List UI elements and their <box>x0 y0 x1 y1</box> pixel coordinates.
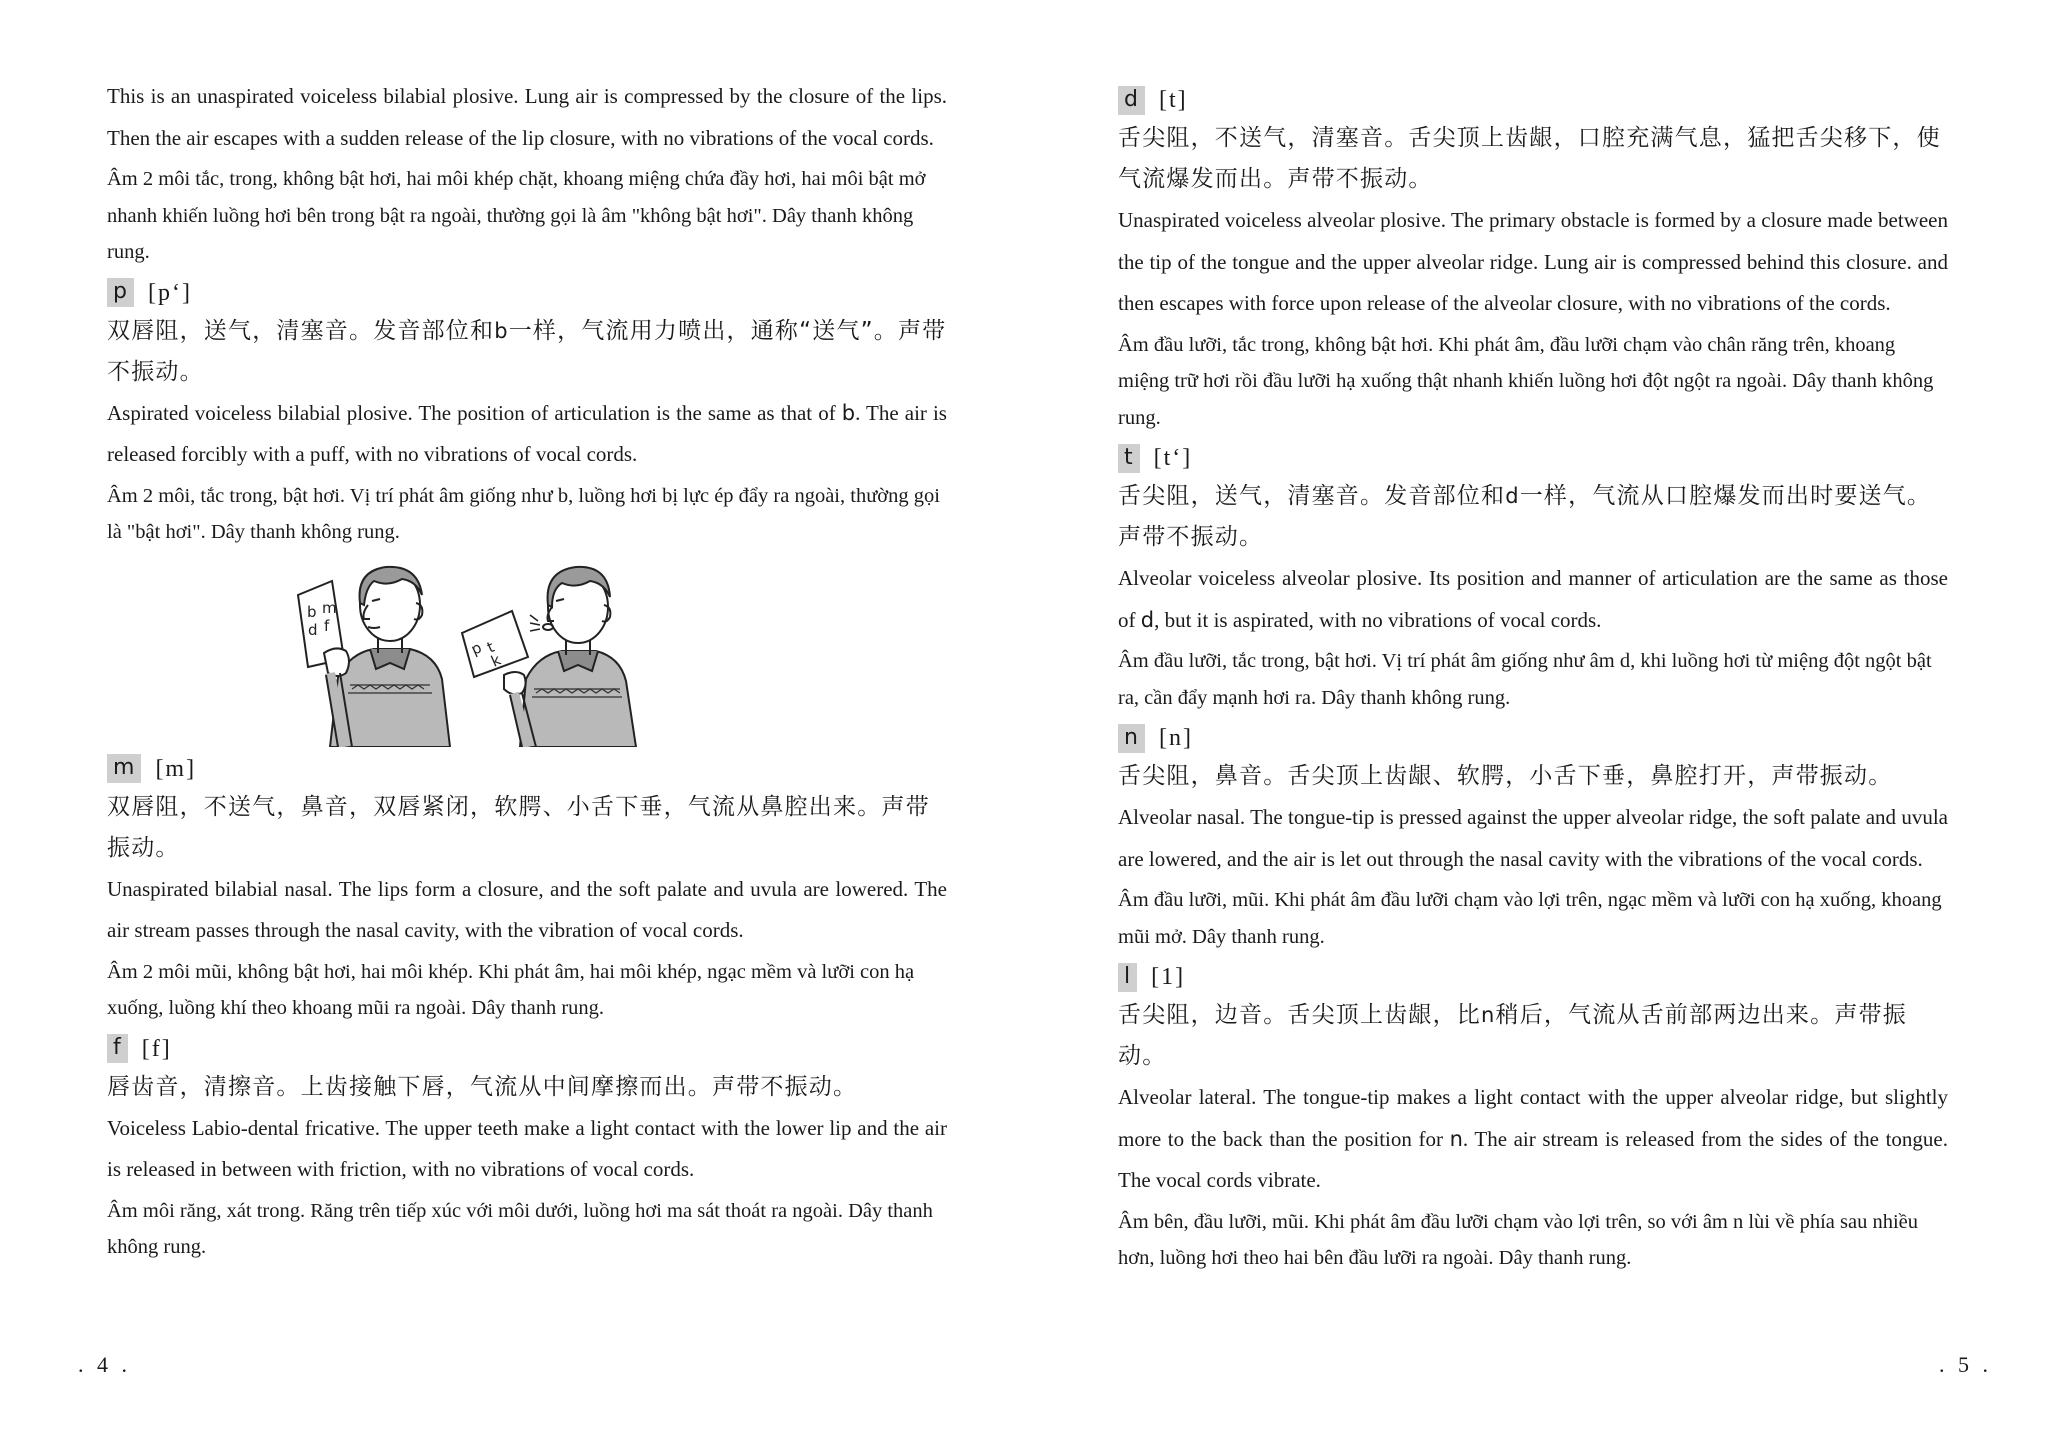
letter-m: m <box>107 754 141 783</box>
intro-vietnamese: Âm 2 môi tắc, trong, không bật hơi, hai môi khép chặt, khoang miệng chứa đầy hơi, hai môi bật mở nhanh khiến luồng hơi bên trong bật ra ngoài, thường gọi là âm "không bật hơi". Dây thanh không rung. <box>107 168 926 263</box>
ipa-l: [1] <box>1151 964 1186 990</box>
vietnamese-m: Âm 2 môi mũi, không bật hơi, hai môi khép. Khi phát âm, hai môi khép, ngạc mềm và lưỡi con hạ xuống, luồng khí theo khoang mũi ra ngoài. Dây thanh rung. <box>107 960 915 1019</box>
english-p: Aspirated voiceless bilabial plosive. The position of articulation is the same as that of b. The air is released forcibly with a puff, with no vibrations of vocal cords. <box>107 400 947 466</box>
paper-letter-p: p <box>468 637 485 659</box>
vietnamese-n: Âm đầu lưỡi, mũi. Khi phát âm đầu lưỡi chạm vào lợi trên, ngạc mềm và lưỡi con hạ xuống, khoang mũi mở. Dây thanh rung. <box>1118 889 1942 948</box>
page-number-left: . 4 . <box>78 1352 131 1377</box>
ipa-m: [m] <box>155 755 197 782</box>
vietnamese-t: Âm đầu lưỡi, tắc trong, bật hơi. Vị trí phát âm giống như âm d, khi luồng hơi từ miệng đột ngột bật ra, cần đẩy mạnh hơi ra. Dây thanh không rung. <box>1118 650 1932 709</box>
right-page <box>1024 0 2048 1454</box>
ipa-t: [tʻ] <box>1153 445 1193 471</box>
english-t: Alveolar voiceless alveolar plosive. Its position and manner of articulation are the same as those of d, but it is aspirated, with no vibrations of vocal cords. <box>1118 566 1948 632</box>
figure-aspirated <box>462 566 636 746</box>
heading-f <box>107 1031 947 1067</box>
chinese-m: 双唇阻，不送气，鼻音，双唇紧闭，软腭、小舌下垂，气流从鼻腔出来。声带振动。 <box>107 793 930 861</box>
ipa-p: [pʻ] <box>147 279 192 306</box>
page-number-right: . 5 . <box>1939 1352 1992 1377</box>
english-f: Voiceless Labio-dental fricative. The upper teeth make a light contact with the lower lip and the air is released in between with friction, with no vibrations of vocal cords. <box>107 1115 947 1181</box>
left-column <box>107 76 947 1266</box>
vietnamese-p: Âm 2 môi, tắc trong, bật hơi. Vị trí phát âm giống như b, luồng hơi bị lực ép đẩy ra ngoài, thường gọi là "bật hơi". Dây thanh không rung. <box>107 484 940 543</box>
illustration-aspiration <box>290 557 670 747</box>
illustration-svg <box>290 557 670 747</box>
heading-l <box>1118 959 1948 995</box>
ipa-d: [t] <box>1158 87 1188 113</box>
letter-p: p <box>107 278 134 307</box>
heading-p <box>107 275 947 311</box>
chinese-n: 舌尖阻，鼻音。舌尖顶上齿龈、软腭，小舌下垂，鼻腔打开，声带振动。 <box>1118 763 1893 789</box>
english-n: Alveolar nasal. The tongue-tip is pressed against the upper alveolar ridge, the soft palate and uvula are lowered, and the air is let out through the nasal cavity with the vibrations of the vocal cords. <box>1118 805 1948 871</box>
right-column <box>1118 76 1948 1277</box>
heading-t <box>1118 440 1948 476</box>
card-letter-d: d <box>308 620 318 639</box>
chinese-p: 双唇阻，送气，清塞音。发音部位和b一样，气流用力喷出，通称“送气”。声带不振动。 <box>107 317 947 385</box>
letter-n: n <box>1118 724 1145 753</box>
intro-english: This is an unaspirated voiceless bilabial plosive. Lung air is compressed by the closure of the lips. Then the air escapes with a sudden release of the lip closure, with no vibrations of the vocal cords. <box>107 84 947 150</box>
ipa-n: [n] <box>1158 725 1193 751</box>
vietnamese-d: Âm đầu lưỡi, tắc trong, không bật hơi. Khi phát âm, đầu lưỡi chạm vào chân răng trên, khoang miệng trữ hơi rồi đầu lưỡi hạ xuống thật nhanh khiến luồng hơi đột ngột ra ngoài. Dây thanh không rung. <box>1118 333 1934 429</box>
chinese-d: 舌尖阻，不送气，清塞音。舌尖顶上齿龈，口腔充满气息，猛把舌尖移下，使气流爆发而出。声带不振动。 <box>1118 125 1941 192</box>
letter-f: f <box>107 1034 128 1063</box>
letter-t: t <box>1118 444 1140 473</box>
card-letter-m: m <box>322 598 337 617</box>
card-letter-f: f <box>324 616 330 635</box>
english-d: Unaspirated voiceless alveolar plosive. The primary obstacle is formed by a closure made between the tip of the tongue and the upper alveolar ridge. Lung air is compressed behind this closure. and then escapes with force upon release of the alveolar closure, with no vibrations of the cords. <box>1118 208 1948 315</box>
vietnamese-f: Âm môi răng, xát trong. Răng trên tiếp xúc với môi dưới, luồng hơi ma sát thoát ra ngoài. Dây thanh không rung. <box>107 1199 933 1258</box>
letter-d: d <box>1118 86 1145 115</box>
heading-n <box>1118 720 1948 756</box>
vietnamese-l: Âm bên, đầu lưỡi, mũi. Khi phát âm đầu lưỡi chạm vào lợi trên, so với âm n lùi về phía sau nhiều hơn, luồng hơi theo hai bên đầu lưỡi ra ngoài. Dây thanh rung. <box>1118 1210 1919 1269</box>
chinese-f: 唇齿音，清擦音。上齿接触下唇，气流从中间摩擦而出。声带不振动。 <box>107 1073 858 1100</box>
chinese-l: 舌尖阻，边音。舌尖顶上齿龈，比n稍后，气流从舌前部两边出来。声带振动。 <box>1118 1002 1907 1069</box>
paper-letter-t: t <box>484 637 498 657</box>
ipa-f: [f] <box>141 1035 172 1062</box>
english-m: Unaspirated bilabial nasal. The lips form a closure, and the soft palate and uvula are lowered. The air stream passes through the nasal cavity, with the vibration of vocal cords. <box>107 876 947 942</box>
heading-d <box>1118 82 1948 118</box>
paper-letter-k: k <box>488 650 504 671</box>
heading-m <box>107 751 947 787</box>
letter-l: l <box>1118 963 1137 992</box>
english-l: Alveolar lateral. The tongue-tip makes a light contact with the upper alveolar ridge, but slightly more to the back than the position for n. The air stream is released from the sides of the tongue. The vocal cords vibrate. <box>1118 1085 1948 1192</box>
card-letter-b: b <box>307 602 317 621</box>
figure-unaspirated <box>298 566 450 746</box>
chinese-t: 舌尖阻，送气，清塞音。发音部位和d一样，气流从口腔爆发而出时要送气。声带不振动。 <box>1118 483 1932 550</box>
